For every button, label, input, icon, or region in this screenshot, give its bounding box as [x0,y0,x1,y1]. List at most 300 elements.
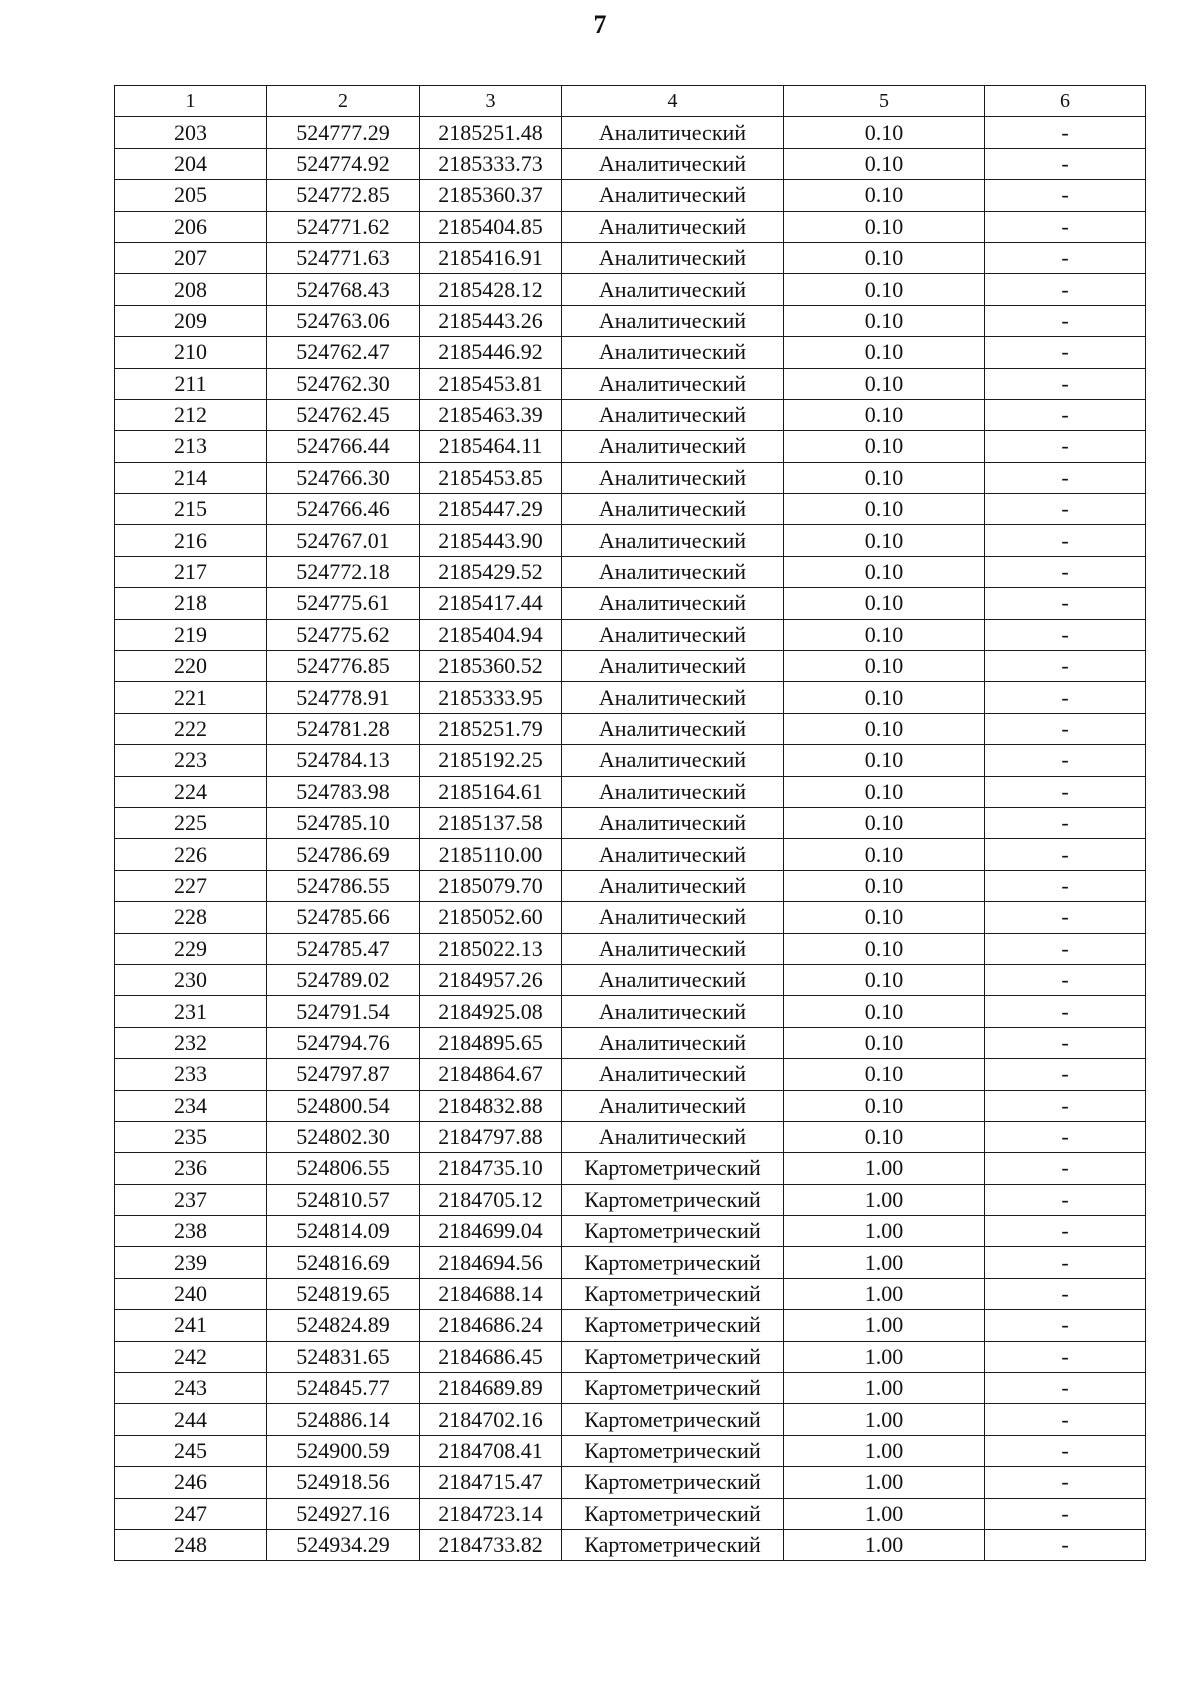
accuracy-cell: 0.10 [784,117,985,148]
x-coordinate-cell: 524794.76 [267,1027,420,1058]
method-cell: Аналитический [562,619,784,650]
method-cell: Аналитический [562,776,784,807]
method-cell: Аналитический [562,745,784,776]
x-coordinate-cell: 524824.89 [267,1310,420,1341]
x-coordinate-cell: 524762.47 [267,337,420,368]
point-number-cell: 233 [115,1059,267,1090]
note-cell: - [985,431,1146,462]
y-coordinate-cell: 2185192.25 [420,745,562,776]
y-coordinate-cell: 2185251.48 [420,117,562,148]
table-row [115,556,1146,587]
note-cell: - [985,651,1146,682]
y-coordinate-cell: 2185443.26 [420,305,562,336]
point-number-cell: 235 [115,1121,267,1152]
point-number-cell: 225 [115,807,267,838]
y-coordinate-cell: 2185453.85 [420,462,562,493]
accuracy-cell: 0.10 [784,776,985,807]
accuracy-cell: 0.10 [784,180,985,211]
method-cell: Картометрический [562,1153,784,1184]
table-row [115,462,1146,493]
y-coordinate-cell: 2185404.94 [420,619,562,650]
table-row [115,996,1146,1027]
table-row [115,148,1146,179]
note-cell: - [985,1498,1146,1529]
note-cell: - [985,1247,1146,1278]
point-number-cell: 221 [115,682,267,713]
table-row [115,274,1146,305]
accuracy-cell: 0.10 [784,399,985,430]
x-coordinate-cell: 524785.10 [267,807,420,838]
point-number-cell: 220 [115,651,267,682]
point-number-cell: 247 [115,1498,267,1529]
method-cell: Картометрический [562,1529,784,1560]
note-cell: - [985,368,1146,399]
note-cell: - [985,462,1146,493]
point-number-cell: 234 [115,1090,267,1121]
point-number-cell: 240 [115,1278,267,1309]
y-coordinate-cell: 2185079.70 [420,870,562,901]
y-coordinate-cell: 2184733.82 [420,1529,562,1560]
method-cell: Аналитический [562,211,784,242]
y-coordinate-cell: 2185443.90 [420,525,562,556]
point-number-cell: 209 [115,305,267,336]
table-row [115,776,1146,807]
point-number-cell: 203 [115,117,267,148]
method-cell: Аналитический [562,556,784,587]
accuracy-cell: 0.10 [784,242,985,273]
x-coordinate-cell: 524771.62 [267,211,420,242]
y-coordinate-cell: 2184715.47 [420,1467,562,1498]
method-cell: Аналитический [562,117,784,148]
x-coordinate-cell: 524918.56 [267,1467,420,1498]
table-row [115,713,1146,744]
table-row [115,242,1146,273]
point-number-cell: 237 [115,1184,267,1215]
method-cell: Картометрический [562,1373,784,1404]
y-coordinate-cell: 2184723.14 [420,1498,562,1529]
point-number-cell: 205 [115,180,267,211]
note-cell: - [985,902,1146,933]
y-coordinate-cell: 2185428.12 [420,274,562,305]
method-cell: Картометрический [562,1247,784,1278]
method-cell: Аналитический [562,870,784,901]
x-coordinate-cell: 524845.77 [267,1373,420,1404]
note-cell: - [985,337,1146,368]
table-row [115,1027,1146,1058]
table-row [115,619,1146,650]
note-cell: - [985,1184,1146,1215]
accuracy-cell: 1.00 [784,1153,985,1184]
table-row [115,525,1146,556]
table-row [115,745,1146,776]
y-coordinate-cell: 2185446.92 [420,337,562,368]
x-coordinate-cell: 524886.14 [267,1404,420,1435]
table-row [115,1153,1146,1184]
y-coordinate-cell: 2185464.11 [420,431,562,462]
method-cell: Аналитический [562,242,784,273]
point-number-cell: 212 [115,399,267,430]
method-cell: Картометрический [562,1310,784,1341]
note-cell: - [985,1027,1146,1058]
table-row [115,807,1146,838]
column-header: 6 [985,86,1146,117]
point-number-cell: 236 [115,1153,267,1184]
x-coordinate-cell: 524802.30 [267,1121,420,1152]
y-coordinate-cell: 2185447.29 [420,494,562,525]
note-cell: - [985,619,1146,650]
x-coordinate-cell: 524800.54 [267,1090,420,1121]
x-coordinate-cell: 524785.47 [267,933,420,964]
table-row [115,1121,1146,1152]
note-cell: - [985,964,1146,995]
x-coordinate-cell: 524774.92 [267,148,420,179]
x-coordinate-cell: 524831.65 [267,1341,420,1372]
point-number-cell: 238 [115,1216,267,1247]
table-row [115,399,1146,430]
table-row [115,305,1146,336]
accuracy-cell: 0.10 [784,964,985,995]
x-coordinate-cell: 524786.69 [267,839,420,870]
point-number-cell: 230 [115,964,267,995]
note-cell: - [985,933,1146,964]
accuracy-cell: 0.10 [784,556,985,587]
note-cell: - [985,1059,1146,1090]
accuracy-cell: 0.10 [784,337,985,368]
table-row [115,1278,1146,1309]
method-cell: Аналитический [562,713,784,744]
note-cell: - [985,117,1146,148]
table-row [115,431,1146,462]
accuracy-cell: 0.10 [784,305,985,336]
accuracy-cell: 0.10 [784,619,985,650]
x-coordinate-cell: 524768.43 [267,274,420,305]
x-coordinate-cell: 524775.61 [267,588,420,619]
method-cell: Аналитический [562,1090,784,1121]
point-number-cell: 217 [115,556,267,587]
table-row [115,211,1146,242]
accuracy-cell: 0.10 [784,870,985,901]
point-number-cell: 216 [115,525,267,556]
note-cell: - [985,211,1146,242]
x-coordinate-cell: 524806.55 [267,1153,420,1184]
note-cell: - [985,1341,1146,1372]
method-cell: Аналитический [562,1059,784,1090]
accuracy-cell: 0.10 [784,588,985,619]
note-cell: - [985,148,1146,179]
method-cell: Аналитический [562,651,784,682]
accuracy-cell: 0.10 [784,431,985,462]
point-number-cell: 243 [115,1373,267,1404]
point-number-cell: 244 [115,1404,267,1435]
method-cell: Картометрический [562,1184,784,1215]
point-number-cell: 206 [115,211,267,242]
table-row [115,933,1146,964]
method-cell: Аналитический [562,933,784,964]
table-row [115,1059,1146,1090]
table-row [115,1373,1146,1404]
y-coordinate-cell: 2184735.10 [420,1153,562,1184]
accuracy-cell: 0.10 [784,1059,985,1090]
y-coordinate-cell: 2184686.24 [420,1310,562,1341]
column-header: 3 [420,86,562,117]
note-cell: - [985,996,1146,1027]
table-row [115,1341,1146,1372]
note-cell: - [985,1435,1146,1466]
y-coordinate-cell: 2185164.61 [420,776,562,807]
x-coordinate-cell: 524786.55 [267,870,420,901]
point-number-cell: 214 [115,462,267,493]
accuracy-cell: 1.00 [784,1184,985,1215]
x-coordinate-cell: 524785.66 [267,902,420,933]
point-number-cell: 224 [115,776,267,807]
accuracy-cell: 0.10 [784,1121,985,1152]
point-number-cell: 215 [115,494,267,525]
accuracy-cell: 0.10 [784,651,985,682]
y-coordinate-cell: 2185429.52 [420,556,562,587]
accuracy-cell: 0.10 [784,274,985,305]
note-cell: - [985,1373,1146,1404]
table-row [115,117,1146,148]
note-cell: - [985,1121,1146,1152]
method-cell: Картометрический [562,1467,784,1498]
method-cell: Картометрический [562,1498,784,1529]
column-header: 1 [115,86,267,117]
note-cell: - [985,745,1146,776]
x-coordinate-cell: 524783.98 [267,776,420,807]
y-coordinate-cell: 2184686.45 [420,1341,562,1372]
x-coordinate-cell: 524772.85 [267,180,420,211]
point-number-cell: 246 [115,1467,267,1498]
note-cell: - [985,839,1146,870]
y-coordinate-cell: 2184702.16 [420,1404,562,1435]
x-coordinate-cell: 524766.44 [267,431,420,462]
table-row [115,682,1146,713]
method-cell: Аналитический [562,525,784,556]
y-coordinate-cell: 2185137.58 [420,807,562,838]
header-row [115,86,1146,117]
accuracy-cell: 1.00 [784,1216,985,1247]
note-cell: - [985,1404,1146,1435]
accuracy-cell: 0.10 [784,525,985,556]
x-coordinate-cell: 524797.87 [267,1059,420,1090]
table-row [115,1404,1146,1435]
note-cell: - [985,713,1146,744]
method-cell: Аналитический [562,337,784,368]
point-number-cell: 222 [115,713,267,744]
table-row [115,964,1146,995]
note-cell: - [985,1310,1146,1341]
method-cell: Аналитический [562,964,784,995]
accuracy-cell: 0.10 [784,839,985,870]
point-number-cell: 211 [115,368,267,399]
point-number-cell: 239 [115,1247,267,1278]
accuracy-cell: 0.10 [784,902,985,933]
table-row [115,1247,1146,1278]
accuracy-cell: 0.10 [784,1090,985,1121]
y-coordinate-cell: 2184957.26 [420,964,562,995]
note-cell: - [985,305,1146,336]
y-coordinate-cell: 2185333.73 [420,148,562,179]
accuracy-cell: 0.10 [784,713,985,744]
accuracy-cell: 0.10 [784,494,985,525]
y-coordinate-cell: 2184705.12 [420,1184,562,1215]
point-number-cell: 231 [115,996,267,1027]
note-cell: - [985,399,1146,430]
method-cell: Аналитический [562,148,784,179]
table-row [115,870,1146,901]
table-row [115,651,1146,682]
y-coordinate-cell: 2185404.85 [420,211,562,242]
table-row [115,1090,1146,1121]
y-coordinate-cell: 2184689.89 [420,1373,562,1404]
table-row [115,1216,1146,1247]
note-cell: - [985,870,1146,901]
point-number-cell: 242 [115,1341,267,1372]
y-coordinate-cell: 2185333.95 [420,682,562,713]
x-coordinate-cell: 524767.01 [267,525,420,556]
note-cell: - [985,1153,1146,1184]
x-coordinate-cell: 524771.63 [267,242,420,273]
accuracy-cell: 1.00 [784,1498,985,1529]
point-number-cell: 245 [115,1435,267,1466]
table-row [115,1467,1146,1498]
note-cell: - [985,274,1146,305]
x-coordinate-cell: 524784.13 [267,745,420,776]
coordinates-table [114,85,1146,1561]
method-cell: Аналитический [562,431,784,462]
y-coordinate-cell: 2185360.37 [420,180,562,211]
note-cell: - [985,1216,1146,1247]
y-coordinate-cell: 2184864.67 [420,1059,562,1090]
page-number: 7 [593,10,607,39]
accuracy-cell: 1.00 [784,1310,985,1341]
x-coordinate-cell: 524819.65 [267,1278,420,1309]
column-header: 2 [267,86,420,117]
accuracy-cell: 0.10 [784,807,985,838]
note-cell: - [985,1090,1146,1121]
x-coordinate-cell: 524900.59 [267,1435,420,1466]
note-cell: - [985,180,1146,211]
x-coordinate-cell: 524762.45 [267,399,420,430]
note-cell: - [985,776,1146,807]
table-row [115,337,1146,368]
x-coordinate-cell: 524772.18 [267,556,420,587]
note-cell: - [985,807,1146,838]
accuracy-cell: 1.00 [784,1404,985,1435]
x-coordinate-cell: 524777.29 [267,117,420,148]
table-row [115,1310,1146,1341]
accuracy-cell: 1.00 [784,1373,985,1404]
y-coordinate-cell: 2184708.41 [420,1435,562,1466]
method-cell: Аналитический [562,682,784,713]
accuracy-cell: 1.00 [784,1467,985,1498]
table-row [115,902,1146,933]
accuracy-cell: 1.00 [784,1435,985,1466]
note-cell: - [985,1529,1146,1560]
table-body [115,117,1146,1561]
y-coordinate-cell: 2184925.08 [420,996,562,1027]
accuracy-cell: 0.10 [784,211,985,242]
x-coordinate-cell: 524778.91 [267,682,420,713]
accuracy-cell: 0.10 [784,996,985,1027]
y-coordinate-cell: 2185360.52 [420,651,562,682]
y-coordinate-cell: 2184694.56 [420,1247,562,1278]
x-coordinate-cell: 524810.57 [267,1184,420,1215]
point-number-cell: 241 [115,1310,267,1341]
accuracy-cell: 0.10 [784,368,985,399]
x-coordinate-cell: 524927.16 [267,1498,420,1529]
x-coordinate-cell: 524814.09 [267,1216,420,1247]
point-number-cell: 219 [115,619,267,650]
method-cell: Аналитический [562,180,784,211]
accuracy-cell: 0.10 [784,682,985,713]
method-cell: Аналитический [562,368,784,399]
y-coordinate-cell: 2184797.88 [420,1121,562,1152]
point-number-cell: 227 [115,870,267,901]
method-cell: Аналитический [562,807,784,838]
table-row [115,180,1146,211]
y-coordinate-cell: 2184832.88 [420,1090,562,1121]
method-cell: Картометрический [562,1435,784,1466]
x-coordinate-cell: 524816.69 [267,1247,420,1278]
accuracy-cell: 0.10 [784,148,985,179]
point-number-cell: 226 [115,839,267,870]
method-cell: Аналитический [562,1027,784,1058]
note-cell: - [985,494,1146,525]
method-cell: Аналитический [562,902,784,933]
table-row [115,588,1146,619]
note-cell: - [985,242,1146,273]
accuracy-cell: 0.10 [784,933,985,964]
method-cell: Аналитический [562,399,784,430]
point-number-cell: 210 [115,337,267,368]
accuracy-cell: 0.10 [784,1027,985,1058]
point-number-cell: 213 [115,431,267,462]
table-row [115,839,1146,870]
table-row [115,1435,1146,1466]
table-row [115,1184,1146,1215]
note-cell: - [985,682,1146,713]
y-coordinate-cell: 2185251.79 [420,713,562,744]
point-number-cell: 207 [115,242,267,273]
x-coordinate-cell: 524791.54 [267,996,420,1027]
x-coordinate-cell: 524934.29 [267,1529,420,1560]
method-cell: Аналитический [562,305,784,336]
point-number-cell: 204 [115,148,267,179]
method-cell: Аналитический [562,462,784,493]
method-cell: Аналитический [562,996,784,1027]
table-row [115,494,1146,525]
point-number-cell: 228 [115,902,267,933]
note-cell: - [985,1278,1146,1309]
x-coordinate-cell: 524781.28 [267,713,420,744]
x-coordinate-cell: 524762.30 [267,368,420,399]
method-cell: Аналитический [562,839,784,870]
accuracy-cell: 1.00 [784,1529,985,1560]
accuracy-cell: 1.00 [784,1341,985,1372]
accuracy-cell: 0.10 [784,745,985,776]
point-number-cell: 229 [115,933,267,964]
x-coordinate-cell: 524776.85 [267,651,420,682]
note-cell: - [985,525,1146,556]
point-number-cell: 223 [115,745,267,776]
column-header: 5 [784,86,985,117]
y-coordinate-cell: 2185022.13 [420,933,562,964]
x-coordinate-cell: 524789.02 [267,964,420,995]
x-coordinate-cell: 524763.06 [267,305,420,336]
point-number-cell: 218 [115,588,267,619]
y-coordinate-cell: 2185110.00 [420,839,562,870]
